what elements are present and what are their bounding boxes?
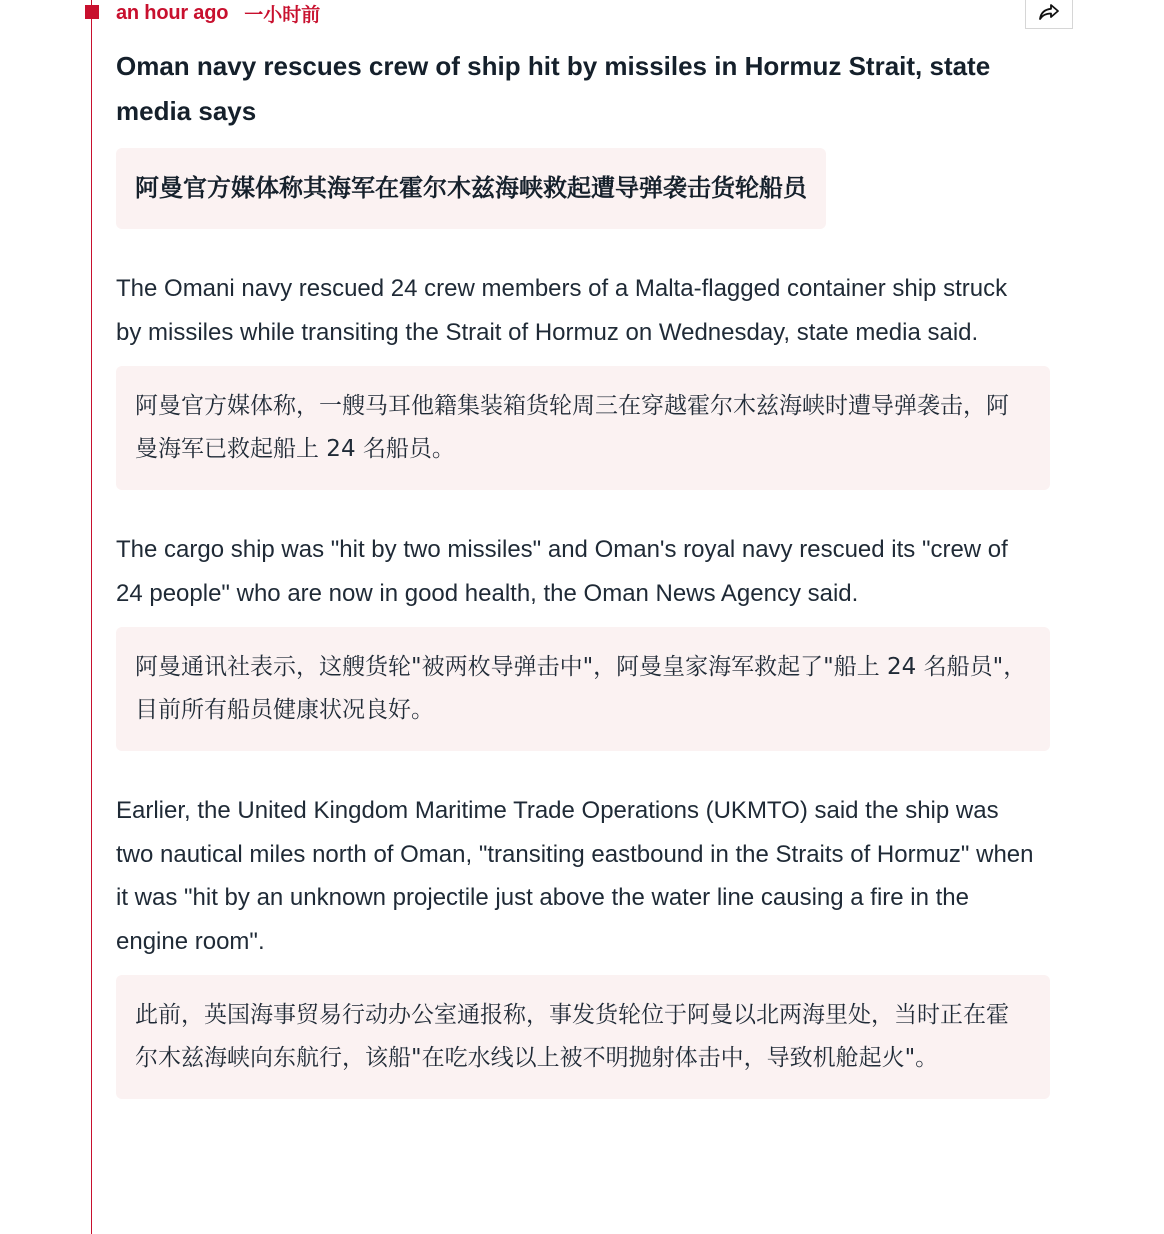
headline-zh: 阿曼官方媒体称其海军在霍尔木兹海峡救起遭导弹袭击货轮船员 (116, 148, 826, 229)
paragraph-en-1: The Omani navy rescued 24 crew members of a Malta-flagged container ship struck by missiles while transiting the Strait of Hormuz on Wednesday, state media said. (116, 275, 1008, 346)
entry-timestamp (116, 0, 320, 26)
paragraph-zh-2: 阿曼通讯社表示，这艘货轮"被两枚导弹击中"，阿曼皇家海军救起了"船上 24 名船员"，目前所有船员健康状况良好。 (116, 627, 1050, 751)
timeline-marker (85, 5, 99, 19)
live-entry (116, 44, 1050, 1099)
share-button[interactable] (1025, 0, 1073, 29)
share-arrow-icon (1038, 3, 1060, 21)
headline-en: Oman navy rescues crew of ship hit by missiles in Hormuz Strait, state media says (116, 51, 991, 126)
paragraph-en-2: The cargo ship was "hit by two missiles" and Oman's royal navy rescued its "crew of 24 people" who are now in good health, the Oman News Agency said. (116, 536, 1008, 607)
paragraph-zh-3: 此前，英国海事贸易行动办公室通报称，事发货轮位于阿曼以北两海里处，当时正在霍尔木兹海峡向东航行，该船"在吃水线以上被不明抛射体击中，导致机舱起火"。 (116, 975, 1050, 1099)
timestamp-zh: 一小时前 (244, 3, 321, 26)
paragraph-en-3: Earlier, the United Kingdom Maritime Trade Operations (UKMTO) said the ship was two nautical miles north of Oman, "transiting eastbound in the Straits of Hormuz" when it was "hit by an unknown projectile just above the water line causing a fire in the engine room". (116, 797, 1034, 955)
paragraph-zh-1: 阿曼官方媒体称，一艘马耳他籍集装箱货轮周三在穿越霍尔木兹海峡时遭导弹袭击，阿曼海军已救起船上 24 名船员。 (116, 366, 1050, 490)
timestamp-en: an hour ago (116, 1, 229, 24)
timeline-line (91, 0, 92, 1234)
